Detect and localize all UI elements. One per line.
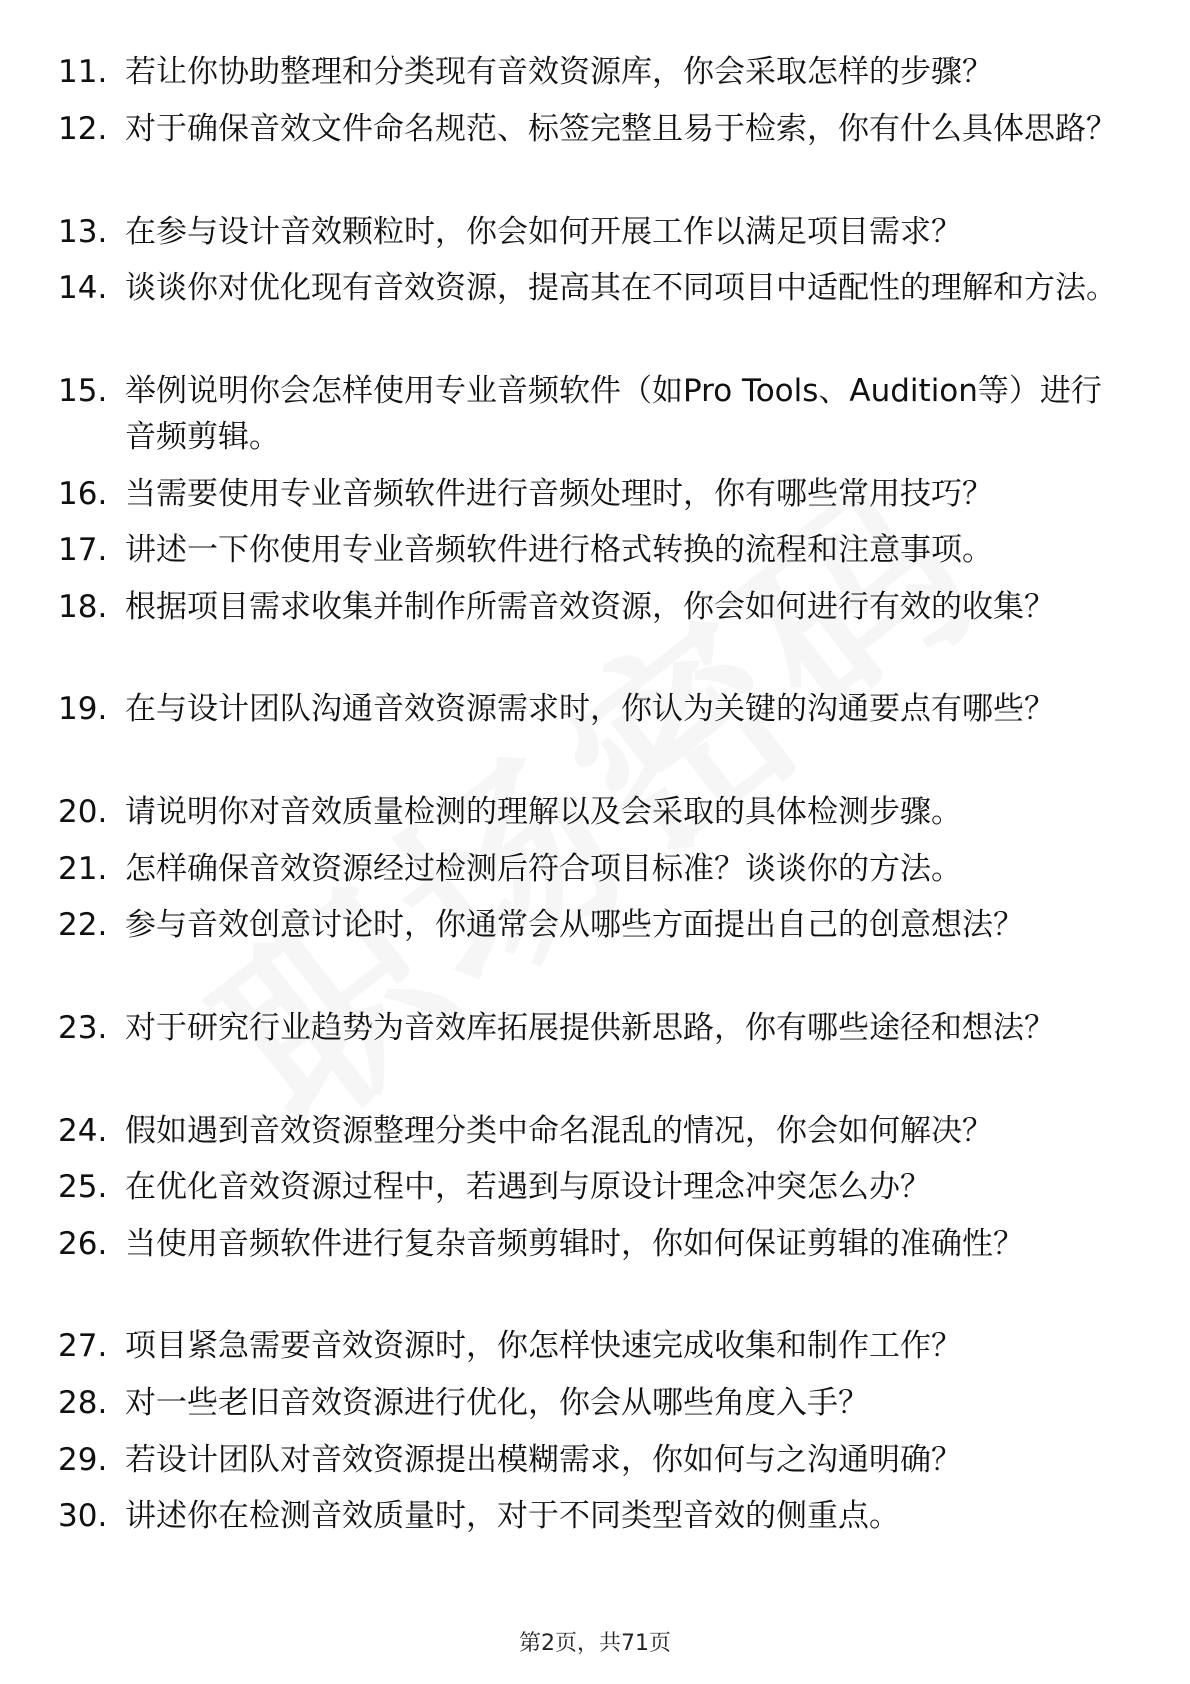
question-text: 若设计团队对音效资源提出模糊需求，你如何与之沟通明确？	[125, 1442, 962, 1478]
question-text: 假如遇到音效资源整理分类中命名混乱的情况，你会如何解决？	[125, 1113, 993, 1149]
question-item	[58, 1221, 1118, 1267]
question-number: 30.	[58, 1498, 108, 1534]
question-text: 讲述你在检测音效质量时，对于不同类型音效的侧重点。	[125, 1498, 900, 1534]
question-text: 当使用音频软件进行复杂音频剪辑时，你如何保证剪辑的准确性？	[125, 1226, 1024, 1262]
question-text: 当需要使用专业音频软件进行音频处理时，你有哪些常用技巧？	[125, 476, 993, 512]
question-text: 请说明你对音效质量检测的理解以及会采取的具体检测步骤。	[125, 794, 962, 830]
question-item	[58, 686, 1118, 732]
question-text: 在与设计团队沟通音效资源需求时，你认为关键的沟通要点有哪些？	[125, 691, 1055, 727]
question-number: 19.	[58, 691, 108, 727]
question-item	[58, 368, 1118, 460]
question-item	[58, 902, 1118, 948]
question-number: 15.	[58, 373, 108, 409]
question-number: 26.	[58, 1226, 108, 1262]
question-number: 24.	[58, 1113, 108, 1149]
question-item	[58, 1437, 1118, 1483]
question-text: 根据项目需求收集并制作所需音效资源，你会如何进行有效的收集？	[125, 589, 1055, 625]
question-text: 举例说明你会怎样使用专业音频软件（如Pro Tools、Audition等）进行音频剪辑。	[125, 373, 1102, 455]
question-item	[58, 265, 1118, 311]
question-number: 20.	[58, 794, 108, 830]
question-text: 对一些老旧音效资源进行优化，你会从哪些角度入手？	[125, 1385, 869, 1421]
question-item	[58, 1380, 1118, 1426]
question-number: 17.	[58, 532, 108, 568]
question-item	[58, 1005, 1118, 1051]
question-text: 对于研究行业趋势为音效库拓展提供新思路，你有哪些途径和想法？	[125, 1010, 1055, 1046]
question-number: 18.	[58, 589, 108, 625]
question-number: 28.	[58, 1385, 108, 1421]
question-item	[58, 846, 1118, 892]
question-number: 12.	[58, 111, 108, 147]
question-text: 怎样确保音效资源经过检测后符合项目标准？谈谈你的方法。	[125, 851, 962, 887]
question-item	[58, 527, 1118, 573]
question-text: 对于确保音效文件命名规范、标签完整且易于检索，你有什么具体思路？	[125, 111, 1117, 147]
question-item	[58, 1323, 1118, 1369]
question-item	[58, 49, 1118, 95]
question-number: 23.	[58, 1010, 108, 1046]
question-item	[58, 584, 1118, 630]
question-item	[58, 1108, 1118, 1154]
question-number: 22.	[58, 907, 108, 943]
question-item	[58, 789, 1118, 835]
question-number: 14.	[58, 270, 108, 306]
question-item	[58, 209, 1118, 255]
question-number: 11.	[58, 54, 108, 90]
question-number: 29.	[58, 1442, 108, 1478]
question-item	[58, 1493, 1118, 1539]
question-number: 25.	[58, 1169, 108, 1205]
question-text: 参与音效创意讨论时，你通常会从哪些方面提出自己的创意想法？	[125, 907, 1024, 943]
question-text: 在参与设计音效颗粒时，你会如何开展工作以满足项目需求？	[125, 214, 962, 250]
question-text: 在优化音效资源过程中，若遇到与原设计理念冲突怎么办？	[125, 1169, 931, 1205]
question-item	[58, 106, 1118, 152]
question-number: 13.	[58, 214, 108, 250]
question-number: 27.	[58, 1328, 108, 1364]
question-item	[58, 1164, 1118, 1210]
question-number: 21.	[58, 851, 108, 887]
question-text: 讲述一下你使用专业音频软件进行格式转换的流程和注意事项。	[125, 532, 993, 568]
question-text: 谈谈你对优化现有音效资源，提高其在不同项目中适配性的理解和方法。	[125, 270, 1117, 306]
question-text: 项目紧急需要音效资源时，你怎样快速完成收集和制作工作？	[125, 1328, 962, 1364]
question-text: 若让你协助整理和分类现有音效资源库，你会采取怎样的步骤？	[125, 54, 993, 90]
page-number: 第2页，共71页	[519, 1631, 671, 1656]
question-item	[58, 471, 1118, 517]
question-number: 16.	[58, 476, 108, 512]
